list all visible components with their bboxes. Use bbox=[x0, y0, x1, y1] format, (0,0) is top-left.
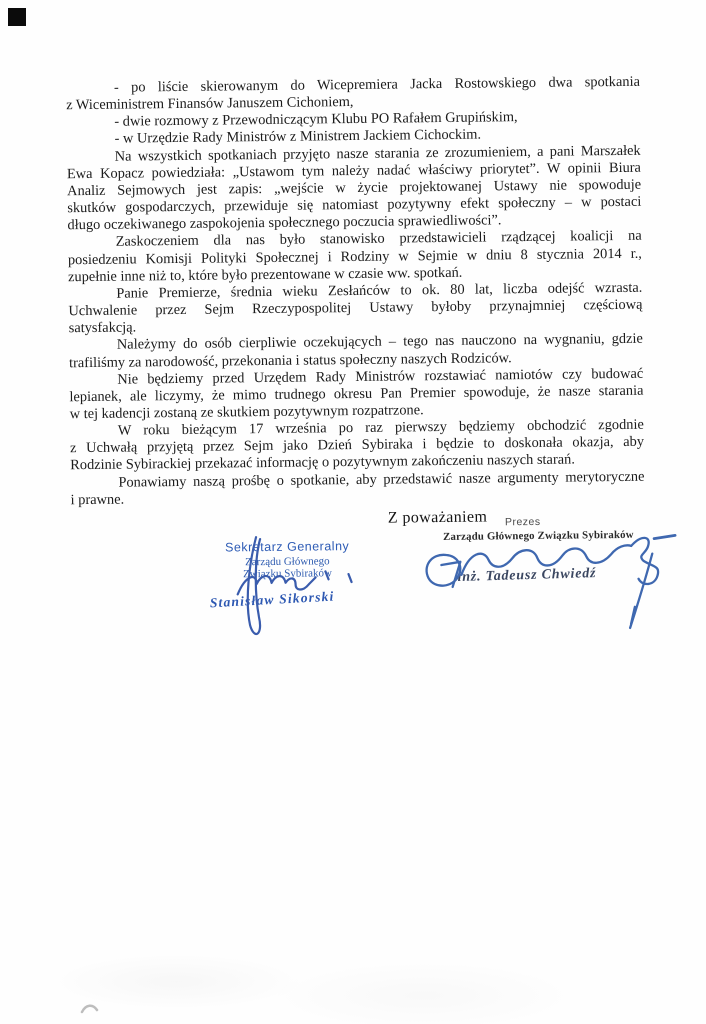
bottom-scan-mark bbox=[80, 1001, 100, 1015]
text-line: Panie Premierze, średnia wieku Zesłańców to ok. 80 lat, liczba odejść wzrasta. bbox=[116, 279, 643, 302]
text-line: skutków gospodarczych, przewiduje się natomiast pozytywny efekt społeczny – w postaci bbox=[67, 193, 642, 217]
secretary-org bbox=[212, 556, 362, 581]
text-line: w tej kadencji zostaną ze skutkiem pozytywnym rozpatrzone. bbox=[69, 402, 424, 423]
text-line: Nie będziemy przed Urzędem Rady Ministrów rozstawiać namiotów czy budować bbox=[117, 365, 644, 388]
secretary-org-line2: Związku Sybiraków bbox=[242, 566, 332, 580]
text-line: trafiliśmy za narodowość, przekonania i status społeczny naszych Rodziców. bbox=[68, 349, 512, 371]
president-signature-ink bbox=[415, 528, 684, 643]
paragraph bbox=[68, 228, 643, 286]
text-line: - po liście skierowanym do Wicepremiera Jacka Rostowskiego dwa spotkania bbox=[113, 73, 641, 96]
text-line: Rodzinie Sybirackiej przekazać informację o pozytywnym zakończeniu naszych starań. bbox=[70, 451, 575, 474]
text-line: - w Urzędzie Rady Ministrów z Ministrem Jackiem Cichockim. bbox=[114, 127, 482, 148]
text-line: posiedzeniu Komisji Polityki Społecznej i Rodziny w Sejmie w dniu 8 stycznia 2014 r., bbox=[67, 245, 642, 268]
secretary-name-stamp: Stanisław Sikorski bbox=[209, 588, 335, 611]
paragraph bbox=[69, 365, 644, 423]
text-line: Zaskoczeniem dla nas było stanowisko przedstawicieli rządzącej koalicji na bbox=[115, 228, 642, 251]
text-line: zupełnie inne niż to, które było prezentowane w czasie ww. spotkań. bbox=[68, 264, 463, 285]
text-line: - dwie rozmowy z Przewodniczącym Klubu PO Rafałem Grupińskim, bbox=[114, 109, 518, 131]
president-title: Prezes bbox=[504, 515, 541, 529]
secretary-title: Sekretarz Generalny bbox=[225, 539, 350, 555]
text-line: długo oczekiwanego zaspokojenia społecznego poczucia sprawiedliwości”. bbox=[67, 212, 502, 234]
text-line: i prawne. bbox=[70, 491, 125, 508]
paragraph bbox=[70, 417, 645, 475]
text-line: Uchwalenie przez Sejm Rzeczypospolitej Ustawy byłoby przynajmniej częściową bbox=[68, 296, 643, 320]
text-line: lepianek, ale liczymy, że mimo trudnego okresu Pan Premier spowoduje, że nasze starania bbox=[69, 382, 644, 406]
paragraph bbox=[68, 280, 643, 338]
text-line: Należymy do osób cierpliwie oczekujących – tego nas nauczono na wygnaniu, gdzie bbox=[116, 331, 643, 354]
president-org-stamp: Zarządu Głównego Związku Sybiraków bbox=[443, 528, 634, 544]
text-line: Na wszystkich spotkaniach przyjęto nasze starania ze zrozumieniem, a pani Marszałek bbox=[114, 142, 641, 165]
text-line: Ewa Kopacz powiedziała: „Ustawom tym należy nadać właściwy priorytet”. W opinii Biura bbox=[66, 159, 641, 183]
paragraph bbox=[67, 142, 642, 234]
closing-phrase: Z poważaniem bbox=[387, 508, 488, 527]
paragraph bbox=[70, 468, 644, 509]
text-line: W roku bieżącym 17 września po raz pierwszy będziemy obchodzić zgodnie bbox=[117, 416, 644, 439]
secretary-org-line1: Zarządu Głównego bbox=[244, 555, 330, 569]
text-line: Analiz Sejmowych jest zapis: „wejście w życie projektowanej Ustawy nie spowoduje bbox=[67, 176, 642, 200]
text-line: satysfakcją. bbox=[68, 319, 137, 337]
text-line: Ponawiamy naszą prośbę o spotkanie, aby przedstawić nasze argumenty merytoryczne bbox=[118, 468, 645, 491]
president-name-stamp: inż. Tadeusz Chwiedź bbox=[457, 566, 597, 586]
text-line: z Uchwałą przyjętą przez Sejm jako Dzień Sybiraka i będzie to doskonała okazja, aby bbox=[69, 434, 645, 457]
letter-body bbox=[66, 74, 645, 509]
text-line: z Wiceministrem Finansów Januszem Cichoniem, bbox=[66, 94, 354, 114]
